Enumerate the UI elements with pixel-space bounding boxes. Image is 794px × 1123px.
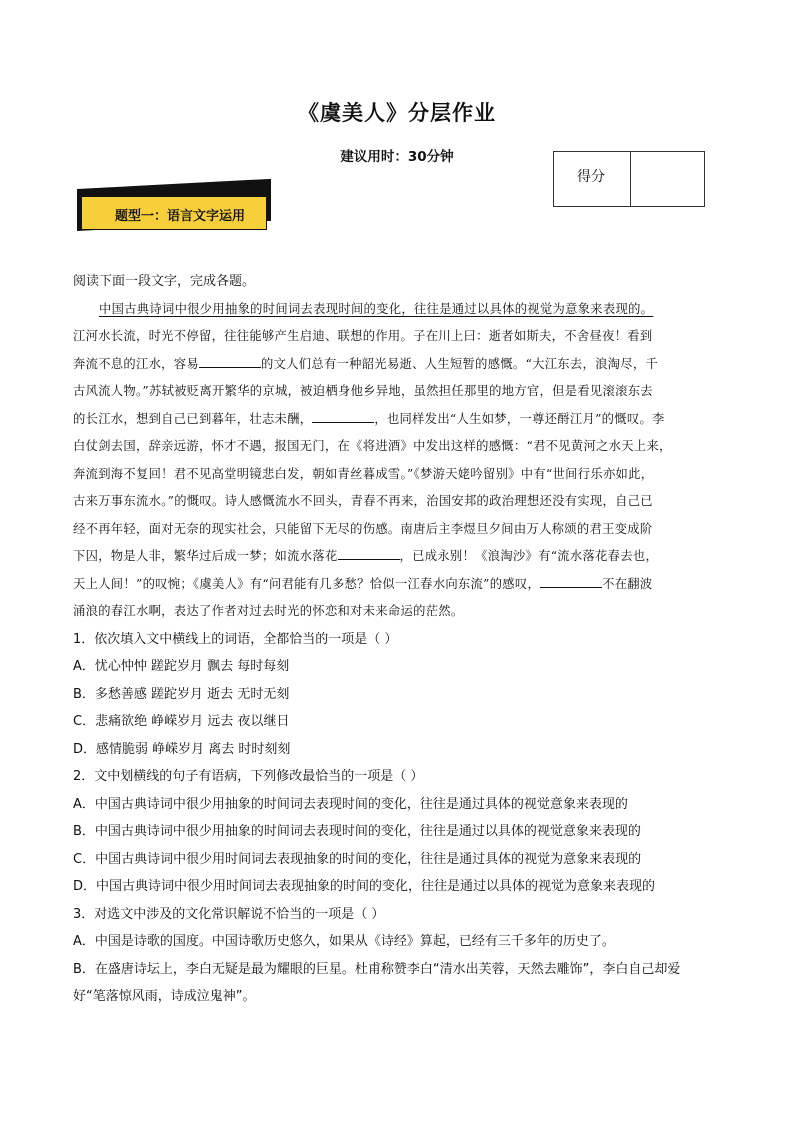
- passage-line: [73, 351, 733, 379]
- instruction: 阅读下面一段文字，完成各题。: [73, 274, 256, 289]
- passage-text: 不在翻波: [602, 576, 653, 591]
- blank-3: [338, 545, 400, 560]
- question-3-stem: 3．对选文中涉及的文化常识解说不恰当的一项是（ ）: [73, 906, 385, 922]
- question-content: [73, 268, 733, 1011]
- q2-option-b[interactable]: B．中国古典诗词中很少用抽象的时间词去表现时间的变化，往往是通过以具体的视觉意象来表现的: [73, 824, 641, 839]
- blank-1: [199, 353, 261, 368]
- passage-line: 涌浪的春江水啊，表达了作者对过去时光的怀恋和对未来命运的茫然。: [73, 604, 464, 618]
- passage-text: ，已成永别！《浪淘沙》有“流水落花春去也，: [399, 549, 659, 563]
- passage-text: 的长江水，想到自己已到暮年，壮志未酬，: [73, 411, 313, 426]
- section-label: 题型一：语言文字运用: [115, 209, 246, 224]
- score-box: [553, 151, 705, 207]
- underlined-sentence: 中国古典诗词中很少用抽象的时间词去表现时间的变化，往往是通过以具体的视觉为意象来表现的。: [99, 301, 654, 316]
- q3-option-a[interactable]: A．中国是诗歌的国度。中国诗歌历史悠久，如果从《诗经》算起，已经有三千多年的历史了。: [73, 934, 615, 949]
- passage-text: 奔流不息的江水，容易: [73, 356, 199, 371]
- passage-line: [73, 543, 733, 571]
- section-banner: [77, 189, 271, 235]
- passage-line: 江河水长流，时光不停留，往往能够产生启迪、联想的作用。子在川上曰：逝者如斯夫，不舍昼夜！看到: [73, 329, 653, 343]
- q2-option-a[interactable]: A．中国古典诗词中很少用抽象的时间词去表现时间的变化，往往是通过具体的视觉意象来表现的: [73, 796, 628, 812]
- score-label: 得分: [554, 152, 631, 206]
- passage-line: 奔流到海不复回！君不见高堂明镜悲白发，朝如青丝暮成雪。”《梦游天姥吟留别》中有“世间行乐亦如此，: [73, 466, 654, 481]
- passage-line: [73, 296, 733, 324]
- passage-line: 古来万事东流水。”的慨叹。诗人感慨流水不回头，青春不再来，治国安邦的政治理想还没有实现，自己已: [73, 494, 653, 508]
- q2-option-d[interactable]: D．中国古典诗词中很少用时间词去表现抽象的时间的变化，往往是通过以具体的视觉为意象来表现的: [73, 879, 656, 894]
- passage-line: [73, 406, 733, 434]
- blank-4: [540, 573, 602, 588]
- q2-option-c[interactable]: C．中国古典诗词中很少用时间词去表现抽象的时间的变化，往往是通过具体的视觉为意象来表现的: [73, 851, 642, 867]
- score-value-cell[interactable]: [631, 152, 704, 206]
- suggested-time: 建议用时：30分钟: [340, 149, 454, 165]
- q3-option-b[interactable]: B．在盛唐诗坛上，李白无疑是最为耀眼的巨星。杜甫称赞李白“清水出芙蓉，天然去雕饰”，李白自己却爱: [73, 961, 681, 977]
- passage-text: ，也同样发出“人生如梦，一尊还酹江月”的慨叹。李: [374, 411, 665, 426]
- q1-option-d[interactable]: D．感情脆弱 峥嵘岁月 离去 时时刻刻: [73, 741, 291, 757]
- passage-text: 天上人间！”的叹惋；《虞美人》有“问君能有几多愁？恰似一江春水向东流”的感叹，: [73, 576, 541, 591]
- passage-line: 经不再年轻，面对无奈的现实社会，只能留下无尽的伤感。南唐后主李煜旦夕间由万人称颂的君王变成阶: [73, 521, 653, 536]
- passage-line: 白仗剑去国，辞亲远游，怀才不遇，报国无门，在《将进酒》中发出这样的感慨：“君不见黄河之水天上来，: [73, 439, 672, 453]
- passage-line: [73, 571, 733, 599]
- passage-text: 的文人们总有一种韶光易逝、人生短暂的感慨。“大江东去，浪淘尽，千: [260, 356, 659, 371]
- passage-text: 下囚，物是人非，繁华过后成一梦；如流水落花: [73, 549, 338, 563]
- q1-option-b[interactable]: B．多愁善感 蹉跎岁月 逝去 无时无刻: [73, 686, 290, 702]
- q1-option-a[interactable]: A．忧心忡忡 蹉跎岁月 飘去 每时每刻: [73, 659, 290, 674]
- q1-option-c[interactable]: C．悲痛欲绝 峥嵘岁月 远去 夜以继日: [73, 714, 290, 729]
- blank-2: [312, 408, 374, 423]
- page-title: 《虞美人》分层作业: [298, 101, 496, 125]
- question-2-stem: 2．文中划横线的句子有语病，下列修改最恰当的一项是（ ）: [73, 769, 424, 784]
- question-1-stem: 1．依次填入文中横线上的词语，全都恰当的一项是（ ）: [73, 631, 398, 647]
- passage-line: 古风流人物。”苏轼被贬离开繁华的京城，被迫栖身他乡异地，虽然担任那里的地方官，但是看见滚滚东去: [73, 384, 653, 398]
- q3-option-b-continued: 好“笔落惊风雨，诗成泣鬼神”。: [73, 989, 256, 1004]
